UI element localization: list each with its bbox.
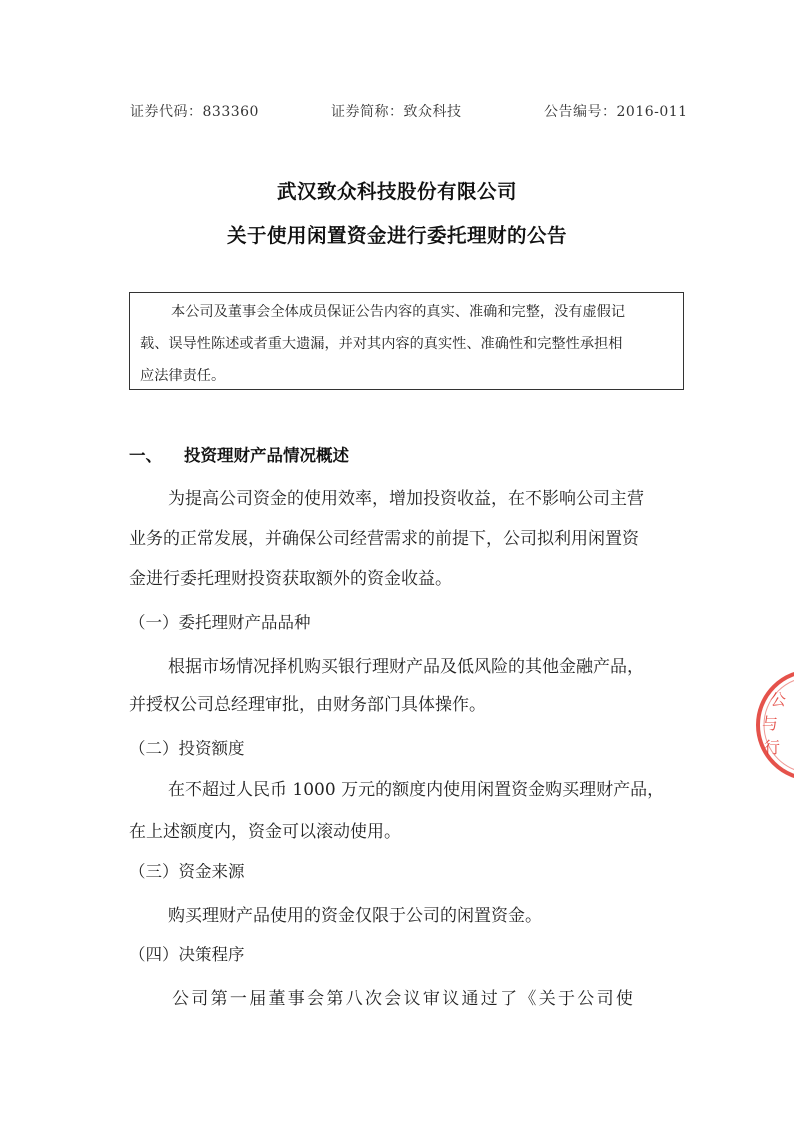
subsection-title: （四）决策程序: [129, 945, 245, 964]
company-title: 武汉致众科技股份有限公司: [276, 180, 517, 203]
security-code: 证券代码：833360: [130, 104, 259, 120]
statement-line: 本公司及董事会全体成员保证公告内容的真实、准确和完整，没有虚假记: [171, 304, 626, 320]
section-number: 一、: [129, 446, 162, 465]
statement-line: 应法律责任。: [140, 368, 226, 384]
paragraph-line: 公司第一届董事会第八次会议审议通过了《关于公司使: [172, 989, 636, 1009]
announcement-header: [0, 101, 794, 121]
responsibility-statement-box: [129, 292, 684, 390]
notice-number: 公告编号：2016-011: [544, 104, 688, 120]
paragraph-line: 在上述额度内，资金可以滚动使用。: [129, 822, 401, 842]
paragraph-line: 金进行委托理财投资获取额外的资金收益。: [129, 569, 452, 589]
subsection-title: （一）委托理财产品品种: [129, 613, 311, 632]
paragraph-line: 在不超过人民币 1000 万元的额度内使用闲置资金购买理财产品，: [168, 780, 665, 800]
subsection-title: （二）投资额度: [129, 739, 245, 758]
section-title: 投资理财产品情况概述: [184, 446, 349, 465]
paragraph-line: 业务的正常发展，并确保公司经营需求的前提下，公司拟利用闲置资: [129, 529, 639, 549]
seal-char: 与: [762, 714, 779, 733]
paragraph-line: 购买理财产品使用的资金仅限于公司的闲置资金。: [168, 906, 542, 926]
seal-char: 公: [770, 690, 787, 709]
paragraph-line: 为提高公司资金的使用效率，增加投资收益，在不影响公司主营: [168, 489, 644, 509]
notice-title: 关于使用闲置资金进行委托理财的公告: [226, 224, 567, 247]
statement-line: 载、误导性陈述或者重大遗漏，并对其内容的真实性、准确性和完整性承担相: [140, 336, 623, 352]
company-seal: [752, 665, 794, 785]
security-abbreviation: 证券简称：致众科技: [331, 104, 462, 120]
paragraph-line: 并授权公司总经理审批，由财务部门具体操作。: [129, 695, 486, 715]
paragraph-line: 根据市场情况择机购买银行理财产品及低风险的其他金融产品，: [168, 657, 644, 677]
subsection-title: （三）资金来源: [129, 862, 245, 881]
seal-char: 行: [764, 738, 781, 757]
